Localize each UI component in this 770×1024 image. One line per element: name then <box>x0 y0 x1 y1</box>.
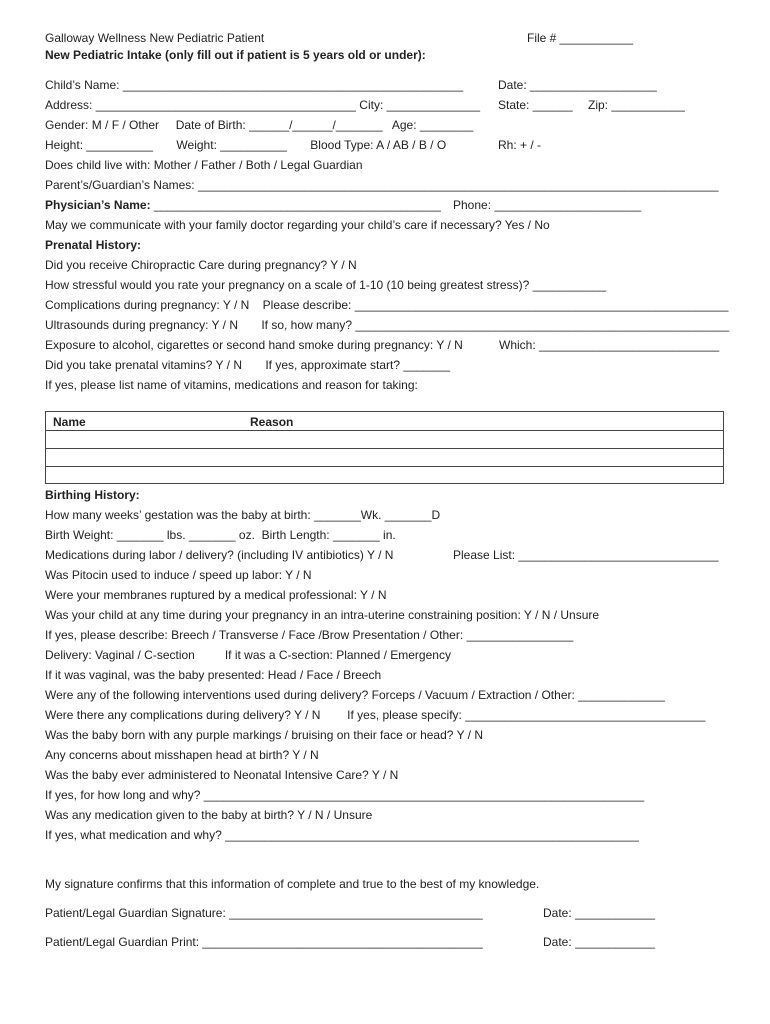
table-row[interactable] <box>46 448 723 467</box>
stress-question[interactable]: How stressful would you rate your pregnancy on a scale of 1-10 (10 being greatest stress)? ___________ <box>45 278 606 292</box>
lives-with-question[interactable]: Does child live with: Mother / Father / Both / Legal Guardian <box>45 158 363 172</box>
physician-line[interactable]: ___________________________________________ <box>150 198 441 212</box>
guardian-names-field[interactable]: Parent’s/Guardian’s Names: ______________________________________________________________________________ <box>45 178 719 192</box>
complications-question[interactable]: Complications during pregnancy: Y / N Please describe: ________________________________________________________ <box>45 298 729 312</box>
meds-labor-question[interactable]: Medications during labor / delivery? (including IV antibiotics) Y / N <box>45 548 394 562</box>
table-header-name: Name <box>53 415 86 429</box>
weight-length-field[interactable]: Birth Weight: _______ lbs. _______ oz. Birth Length: _______ in. <box>45 528 396 542</box>
chiro-question[interactable]: Did you receive Chiropractic Care during pregnancy? Y / N <box>45 258 357 272</box>
print-date-field[interactable]: Date: ____________ <box>543 935 656 949</box>
pitocin-question[interactable]: Was Pitocin used to induce / speed up labor: Y / N <box>45 568 312 582</box>
vaginal-question[interactable]: If it was vaginal, was the baby presented: Head / Face / Breech <box>45 668 382 682</box>
print-name-field[interactable]: Patient/Legal Guardian Print: __________________________________________ <box>45 935 483 949</box>
phone-field[interactable]: Phone: ______________________ <box>453 198 642 212</box>
table-row[interactable] <box>46 466 723 484</box>
membranes-question[interactable]: Were your membranes ruptured by a medical professional: Y / N <box>45 588 387 602</box>
rh-field[interactable]: Rh: + / - <box>498 138 542 152</box>
delivery-complications-question[interactable]: Were there any complications during delivery? Y / N If yes, please specify: ____________________________________ <box>45 708 706 722</box>
constraining-question[interactable]: Was your child at any time during your pregnancy in an intra-uterine constraining position: Y / N / Unsure <box>45 608 600 622</box>
weeks-question[interactable]: How many weeks’ gestation was the baby at birth: _______Wk. _______D <box>45 508 441 522</box>
vitamins-table <box>45 411 724 484</box>
signature-field[interactable]: Patient/Legal Guardian Signature: ______________________________________ <box>45 906 483 920</box>
vitamins-question[interactable]: Did you take prenatal vitamins? Y / N If yes, approximate start? _______ <box>45 358 451 372</box>
height-weight-blood-field[interactable]: Height: __________ Weight: __________ Blood Type: A / AB / B / O <box>45 138 447 152</box>
birthing-heading: Birthing History: <box>45 488 140 502</box>
which-field[interactable]: Which: ___________________________ <box>499 338 720 352</box>
markings-question[interactable]: Was the baby born with any purple markings / bruising on their face or head? Y / N <box>45 728 484 742</box>
nicu-question[interactable]: Was the baby ever administered to Neonatal Intensive Care? Y / N <box>45 768 399 782</box>
date-field[interactable]: Date: ___________________ <box>498 78 657 92</box>
prenatal-heading: Prenatal History: <box>45 238 142 252</box>
please-list-field[interactable]: Please List: ______________________________ <box>453 548 719 562</box>
exposure-question[interactable]: Exposure to alcohol, cigarettes or second hand smoke during pregnancy: Y / N <box>45 338 463 352</box>
file-number-field[interactable]: File # ___________ <box>527 31 634 45</box>
what-medication-field[interactable]: If yes, what medication and why? ______________________________________________________________ <box>45 828 639 842</box>
physician-label: Physician’s Name: <box>45 198 151 212</box>
clinic-header: Galloway Wellness New Pediatric Patient <box>45 31 265 45</box>
delivery-question[interactable]: Delivery: Vaginal / C-section If it was a C-section: Planned / Emergency <box>45 648 451 662</box>
how-long-field[interactable]: If yes, for how long and why? __________________________________________________________________ <box>45 788 645 802</box>
interventions-question[interactable]: Were any of the following interventions used during delivery? Forceps / Vacuum / Extraction / Other: _____________ <box>45 688 665 702</box>
misshapen-question[interactable]: Any concerns about misshapen head at birth? Y / N <box>45 748 319 762</box>
table-row[interactable] <box>46 430 723 449</box>
address-field[interactable]: Address: _______________________________________ City: ______________ <box>45 98 481 112</box>
state-field[interactable]: State: ______ <box>498 98 573 112</box>
communicate-question[interactable]: May we communicate with your family doctor regarding your child’s care if necessary? Yes / No <box>45 218 550 232</box>
child-name-field[interactable]: Child’s Name: ___________________________________________________ <box>45 78 464 92</box>
medication-given-question[interactable]: Was any medication given to the baby at birth? Y / N / Unsure <box>45 808 373 822</box>
gender-dob-age-field[interactable]: Gender: M / F / Other Date of Birth: ______/______/_______ Age: ________ <box>45 118 474 132</box>
signature-date-field[interactable]: Date: ____________ <box>543 906 656 920</box>
signature-confirmation: My signature confirms that this information of complete and true to the best of my knowledge. <box>45 877 540 891</box>
list-vitamins-prompt: If yes, please list name of vitamins, medications and reason for taking: <box>45 378 418 392</box>
form-title: New Pediatric Intake (only fill out if patient is 5 years old or under): <box>45 48 426 62</box>
zip-field[interactable]: Zip: ___________ <box>588 98 685 112</box>
physician-name-field[interactable] <box>45 198 441 212</box>
ultrasounds-question[interactable]: Ultrasounds during pregnancy: Y / N If so, how many? ________________________________________________________ <box>45 318 730 332</box>
describe-position-field[interactable]: If yes, please describe: Breech / Transverse / Face /Brow Presentation / Other: ________________ <box>45 628 574 642</box>
table-header-reason: Reason <box>250 415 294 429</box>
